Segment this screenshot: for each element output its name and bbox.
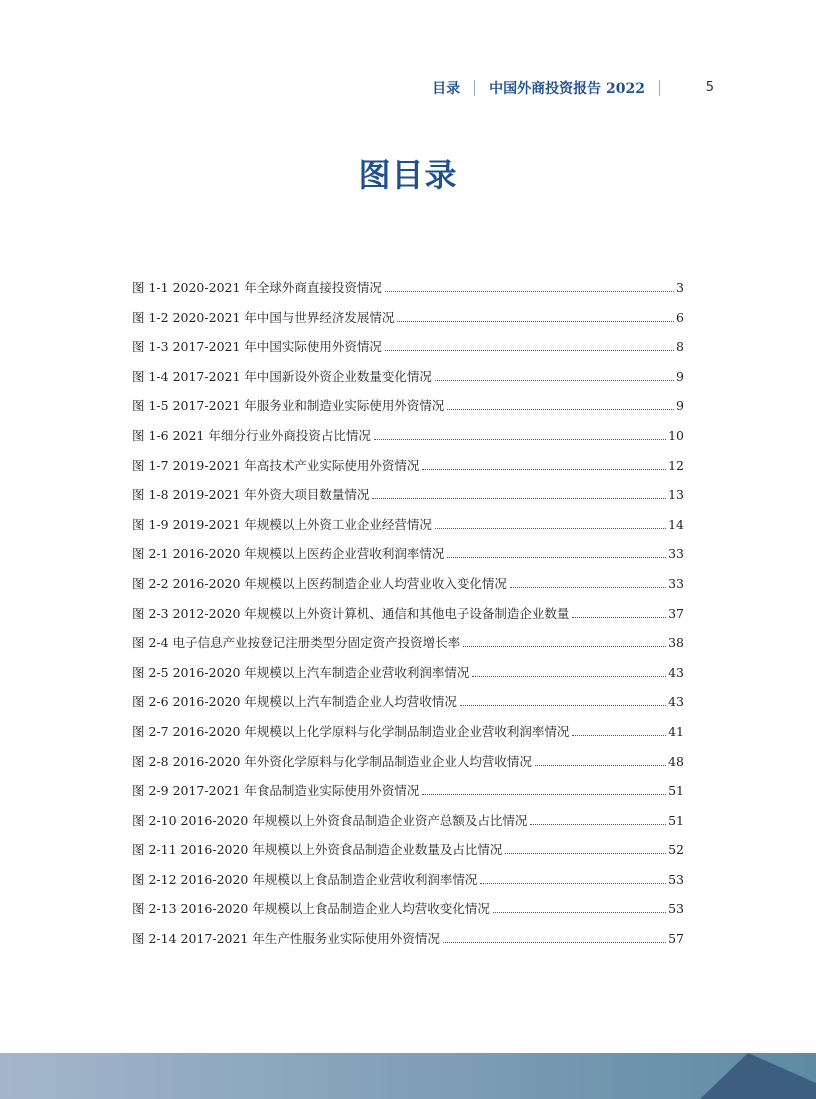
toc-entry[interactable] (132, 811, 684, 841)
toc-entry[interactable] (132, 278, 684, 308)
toc-entry-page: 53 (668, 871, 684, 887)
toc-entry-page: 33 (668, 546, 684, 562)
toc-entry-label: 图 2-10 2016-2020 年规模以上外资食品制造企业资产总额及占比情况 (132, 812, 528, 828)
toc-entry[interactable] (132, 752, 684, 782)
toc-entry[interactable] (132, 426, 684, 456)
header-report-title: 中国外商投资报告 2022 (489, 81, 645, 97)
dot-leader (530, 824, 666, 825)
toc-entry-label: 图 2-6 2016-2020 年规模以上汽车制造企业人均营收情况 (132, 694, 457, 710)
toc-entry-label: 图 1-5 2017-2021 年服务业和制造业实际使用外资情况 (132, 398, 445, 414)
dot-leader (510, 587, 666, 588)
toc-entry-page: 51 (668, 783, 684, 799)
toc-entry-page: 37 (668, 605, 684, 621)
toc-entry[interactable] (132, 574, 684, 604)
footer-band (0, 1053, 816, 1099)
toc-entry-page: 33 (668, 575, 684, 591)
toc-entry-label: 图 2-12 2016-2020 年规模以上食品制造企业营收利润率情况 (132, 871, 478, 887)
toc-entry-page: 9 (676, 398, 684, 414)
toc-entry-page: 57 (668, 931, 684, 947)
toc-entry[interactable] (132, 663, 684, 693)
dot-leader (385, 350, 674, 351)
toc-entry-page: 14 (668, 516, 684, 532)
figure-list (132, 278, 684, 959)
toc-entry-page: 3 (676, 280, 684, 295)
toc-entry[interactable] (132, 544, 684, 574)
toc-entry[interactable] (132, 456, 684, 486)
toc-entry[interactable] (132, 840, 684, 870)
toc-entry-page: 41 (668, 723, 684, 739)
toc-entry-label: 图 1-6 2021 年细分行业外商投资占比情况 (132, 427, 371, 443)
toc-entry-label: 图 1-7 2019-2021 年高技术产业实际使用外资情况 (132, 457, 420, 473)
dot-leader (435, 528, 666, 529)
toc-entry-label: 图 2-14 2017-2021 年生产性服务业实际使用外资情况 (132, 931, 440, 947)
toc-entry-page: 10 (668, 427, 684, 443)
toc-entry-page: 43 (668, 664, 684, 680)
toc-entry-label: 图 2-4 电子信息产业按登记注册类型分固定资产投资增长率 (132, 635, 461, 651)
toc-entry-page: 13 (668, 487, 684, 503)
toc-entry[interactable] (132, 870, 684, 900)
toc-entry-label: 图 2-9 2017-2021 年食品制造业实际使用外资情况 (132, 783, 420, 799)
toc-entry-page: 8 (676, 339, 684, 355)
toc-entry[interactable] (132, 485, 684, 515)
toc-entry-label: 图 2-1 2016-2020 年规模以上医药企业营收利润率情况 (132, 546, 445, 562)
dot-leader (447, 557, 666, 558)
dot-leader (397, 321, 674, 322)
toc-entry-label: 图 1-9 2019-2021 年规模以上外资工业企业经营情况 (132, 516, 432, 532)
dot-leader (460, 705, 666, 706)
toc-entry[interactable] (132, 396, 684, 426)
toc-entry[interactable] (132, 367, 684, 397)
toc-entry-page: 52 (668, 842, 684, 858)
page-number: 5 (705, 80, 714, 95)
toc-entry[interactable] (132, 692, 684, 722)
toc-entry-label: 图 2-7 2016-2020 年规模以上化学原料与化学制品制造业企业营收利润率情况 (132, 723, 570, 739)
toc-entry-label: 图 1-1 2020-2021 年全球外商直接投资情况 (132, 280, 382, 295)
toc-entry[interactable] (132, 604, 684, 634)
dot-leader (463, 646, 666, 647)
toc-entry-label: 图 2-13 2016-2020 年规模以上食品制造企业人均营收变化情况 (132, 901, 490, 917)
toc-entry-page: 6 (676, 309, 684, 325)
toc-entry-label: 图 2-5 2016-2020 年规模以上汽车制造企业营收利润率情况 (132, 664, 470, 680)
toc-entry[interactable] (132, 781, 684, 811)
dot-leader (422, 794, 666, 795)
dot-leader (422, 469, 666, 470)
dot-leader (572, 735, 666, 736)
toc-entry-label: 图 1-2 2020-2021 年中国与世界经济发展情况 (132, 309, 395, 325)
toc-entry[interactable] (132, 633, 684, 663)
toc-entry-label: 图 1-3 2017-2021 年中国实际使用外资情况 (132, 339, 382, 355)
toc-entry-label: 图 2-8 2016-2020 年外资化学原料与化学制品制造业企业人均营收情况 (132, 753, 532, 769)
dot-leader (472, 676, 666, 677)
toc-entry-page: 51 (668, 812, 684, 828)
dot-leader (572, 617, 666, 618)
toc-entry[interactable] (132, 929, 684, 959)
toc-entry-page: 43 (668, 694, 684, 710)
header-section: 目录 (432, 81, 461, 97)
toc-entry-label: 图 2-2 2016-2020 年规模以上医药制造企业人均营业收入变化情况 (132, 575, 507, 591)
dot-leader (447, 409, 674, 410)
toc-entry[interactable] (132, 337, 684, 367)
header-divider (474, 80, 475, 96)
toc-entry[interactable] (132, 722, 684, 752)
toc-entry[interactable] (132, 515, 684, 545)
dot-leader (385, 291, 674, 292)
toc-entry-label: 图 2-3 2012-2020 年规模以上外资计算机、通信和其他电子设备制造企业数量 (132, 605, 570, 621)
toc-entry[interactable] (132, 899, 684, 929)
toc-entry-label: 图 2-11 2016-2020 年规模以上外资食品制造企业数量及占比情况 (132, 842, 503, 858)
dot-leader (505, 853, 666, 854)
toc-entry-page: 12 (668, 457, 684, 473)
dot-leader (374, 439, 666, 440)
dot-leader (535, 765, 666, 766)
toc-entry-page: 9 (676, 368, 684, 384)
dot-leader (372, 498, 666, 499)
running-header (432, 78, 674, 98)
toc-entry[interactable] (132, 308, 684, 338)
toc-entry-label: 图 1-8 2019-2021 年外资大项目数量情况 (132, 487, 370, 503)
toc-entry-page: 38 (668, 635, 684, 651)
footer-band-light (0, 1053, 816, 1099)
toc-entry-label: 图 1-4 2017-2021 年中国新设外资企业数量变化情况 (132, 368, 432, 384)
dot-leader (435, 380, 674, 381)
page-title: 图目录 (358, 156, 458, 194)
toc-entry-page: 48 (668, 753, 684, 769)
header-divider-2 (659, 80, 660, 96)
dot-leader (480, 883, 666, 884)
dot-leader (443, 942, 666, 943)
toc-entry-page: 53 (668, 901, 684, 917)
dot-leader (493, 912, 666, 913)
